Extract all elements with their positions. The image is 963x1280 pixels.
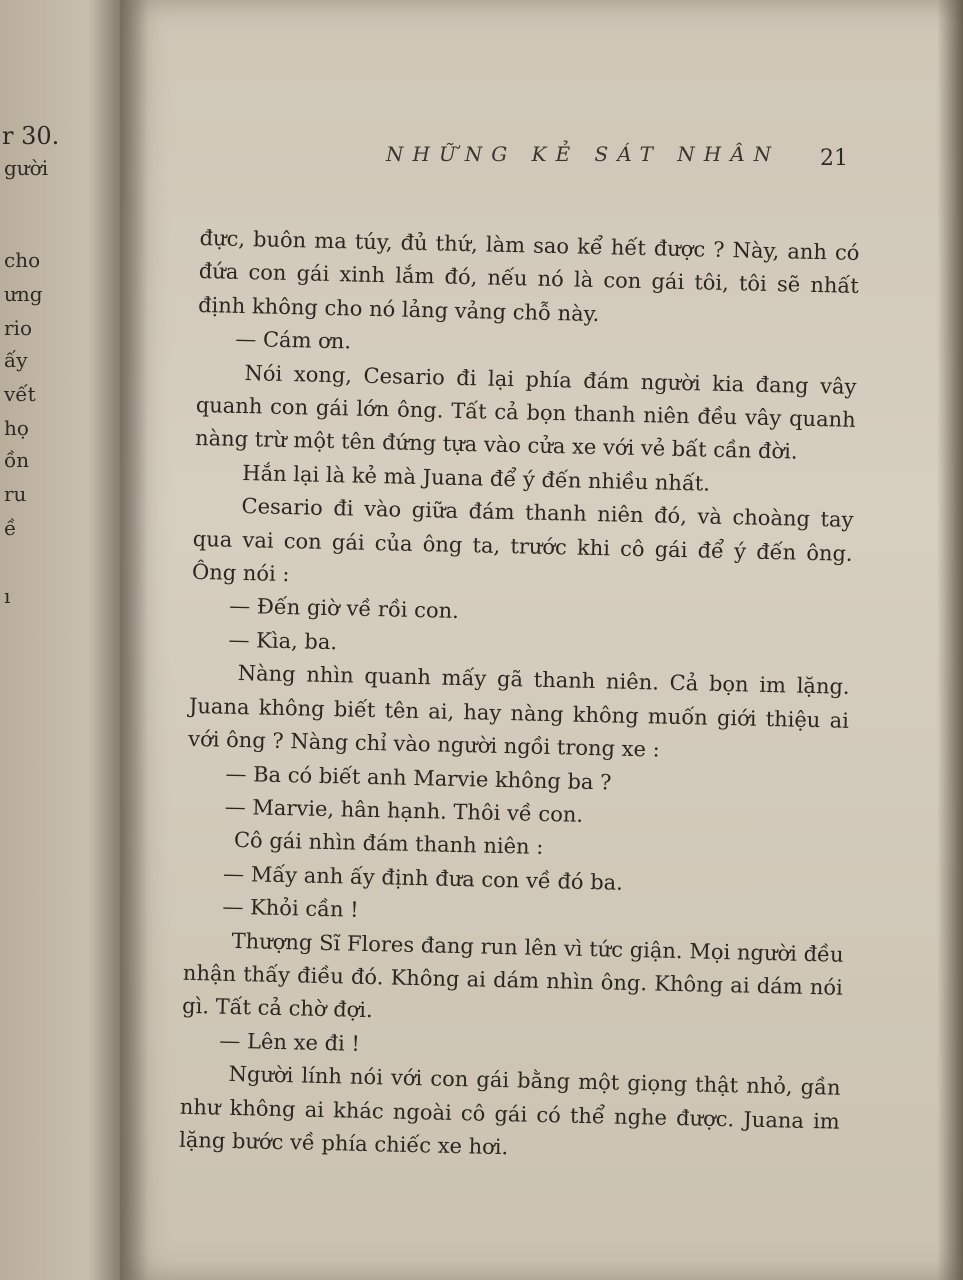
left-page-fragment: gười — [4, 156, 49, 180]
page-number: 21 — [820, 146, 848, 171]
left-page-fragment: họ — [4, 416, 29, 440]
dialogue-line: — Lên xe đi ! — [219, 1028, 361, 1056]
running-header: NHỮNG KẺ SÁT NHÂN — [386, 142, 781, 166]
dialogue-line: — Marvie, hân hạnh. Thôi về con. — [224, 794, 584, 827]
dialogue-line: — Cám ơn. — [235, 327, 352, 354]
paragraph: Thượng Sĩ Flores đang run lên vì tức giận. Mọi người đều nhận thấy điều đó. Không ai dám nhìn ông. Không ai dám nói gì. Tất cả chờ đợi. — [181, 928, 844, 1023]
paragraph: Cô gái nhìn đám thanh niên : — [233, 828, 544, 860]
left-page-fragment: ru — [4, 482, 27, 506]
dialogue-line: — Kìa, ba. — [228, 627, 338, 655]
book-gutter-shadow — [88, 0, 148, 1280]
left-page-fragment: rio — [4, 316, 32, 340]
paragraph: đực, buôn ma túy, đủ thứ, làm sao kể hết được ? Này, anh có đứa con gái xinh lắm đó, nếu nó là con gái tôi, tôi sẽ nhất định không cho nó lảng vảng chỗ này. — [197, 225, 860, 326]
left-page-fragment: r 30. — [2, 122, 60, 150]
paragraph: Người lính nói với con gái bằng một giọng thật nhỏ, gần như không ai khác ngoài cô gái có thể nghe được. Juana im lặng bước về phía chiếc xe hơi. — [178, 1062, 841, 1160]
left-page-fragment: ưng — [4, 282, 43, 306]
left-page-fragment: ề — [4, 516, 17, 540]
dialogue-line: — Khỏi cần ! — [222, 894, 359, 922]
left-page-fragment: ấy — [4, 348, 28, 372]
left-page-fragment: ı — [4, 584, 11, 608]
page-body-text — [179, 222, 860, 1172]
left-page-fragment: ồn — [4, 448, 30, 472]
paragraph: Hắn lại là kẻ mà Juana để ý đến nhiều nhất. — [242, 460, 711, 496]
dialogue-line: — Đến giờ về rồi con. — [229, 594, 460, 624]
dialogue-line: — Mấy anh ấy định đưa con về đó ba. — [222, 861, 624, 895]
paragraph: Nàng nhìn quanh mấy gã thanh niên. Cả bọn im lặng. Juana không biết tên ai, hay nàng không muốn giới thiệu ai với ông ? Nàng chỉ vào người ngồi trong xe : — [187, 661, 850, 762]
dialogue-line: — Ba có biết anh Marvie không ba ? — [225, 761, 612, 794]
page-right-edge — [937, 0, 963, 1280]
left-page-fragment: vết — [4, 382, 36, 406]
paragraph: Cesario đi vào giữa đám thanh niên đó, và choàng tay qua vai con gái của ông ta, trước khi cô gái để ý đến ông. Ông nói : — [191, 494, 854, 587]
left-page-fragment: cho — [4, 248, 41, 272]
paragraph: Nói xong, Cesario đi lại phía đám người kia đang vây quanh con gái lớn ông. Tất cả bọn thanh niên đều vây quanh nàng trừ một tên đứng tựa vào cửa xe với vẻ bất cần đời. — [194, 360, 857, 465]
